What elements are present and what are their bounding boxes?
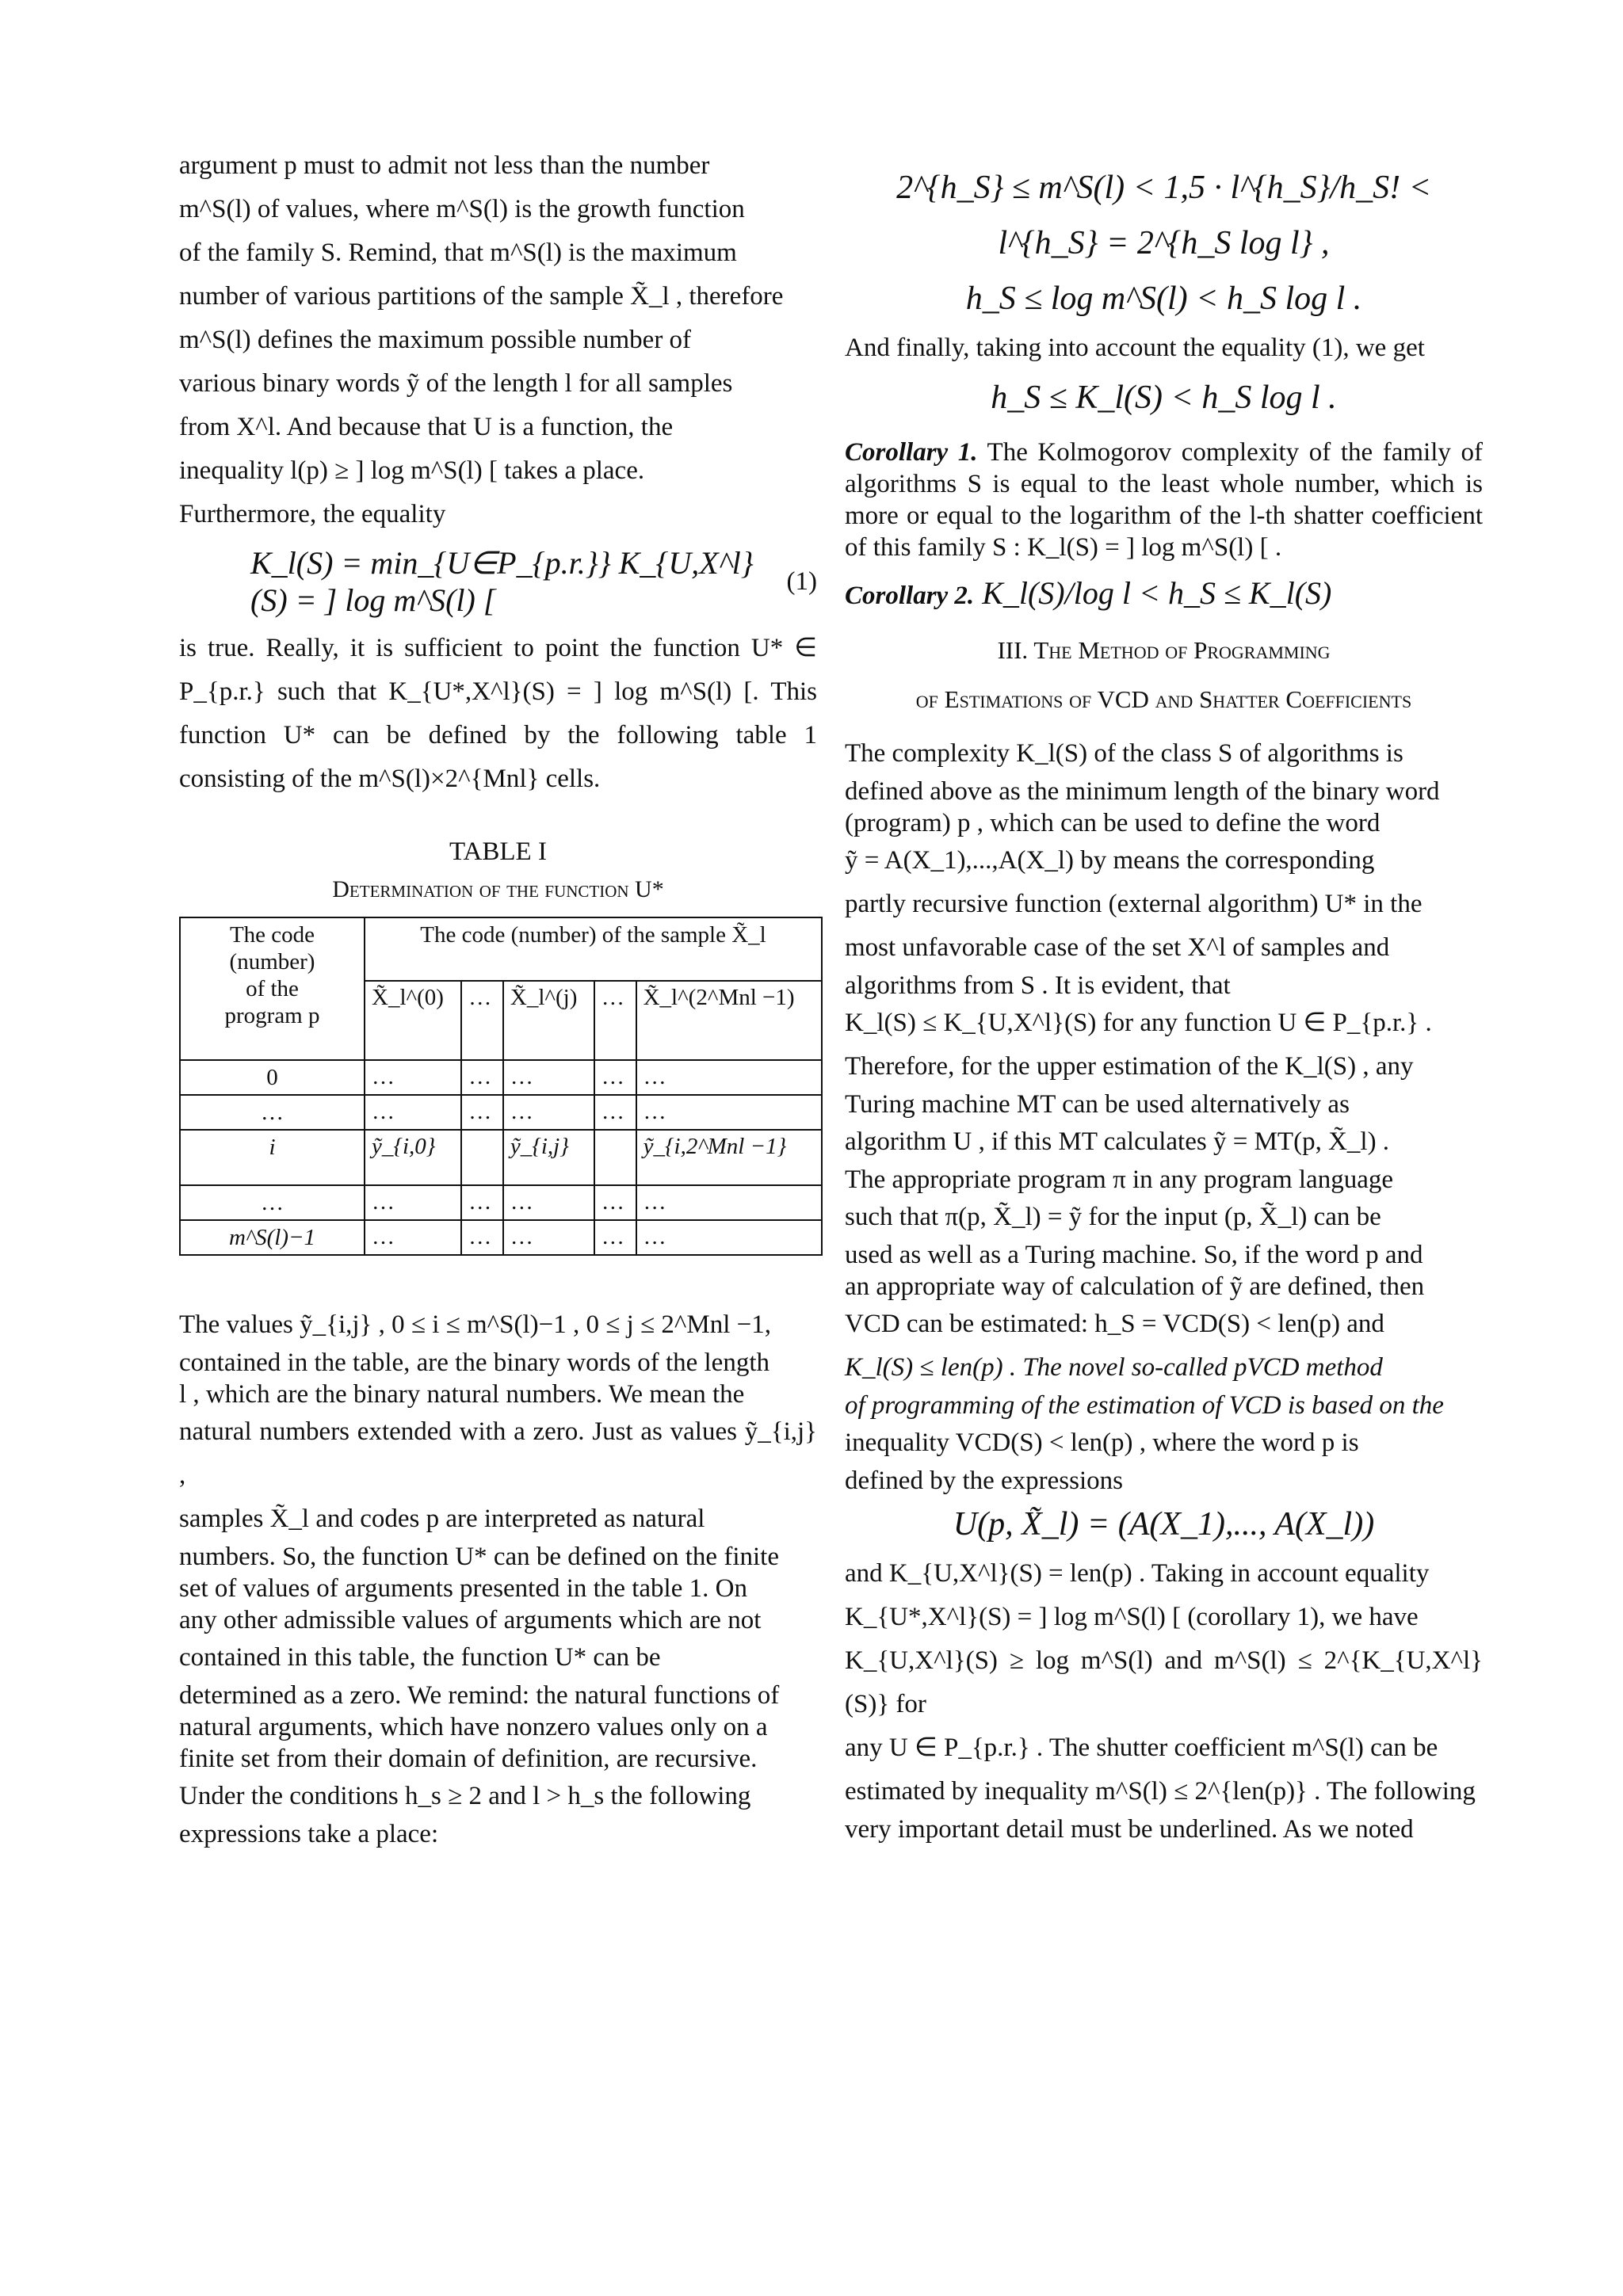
text-line: K_l(S) ≤ K_{U,X^l}(S) for any function U ∈ P_{p.r.} .: [845, 1009, 1432, 1037]
table-row: [180, 1130, 822, 1185]
sample-col-header: X̃_l^(0): [365, 981, 461, 1060]
corollary-1-label: Corollary 1.: [845, 438, 978, 467]
table-cell: ỹ_{i,0}: [365, 1130, 461, 1185]
final-paragraph: [845, 1552, 1483, 1845]
text-line: Under the conditions h_s ≥ 2 and l > h_s the following: [179, 1782, 751, 1810]
sample-col-header: X̃_l^(j): [503, 981, 594, 1060]
table-cell: …: [461, 1220, 503, 1255]
sample-col-header: …: [461, 981, 503, 1060]
text-line: set of values of arguments presented in the table 1. On: [179, 1574, 747, 1603]
table-cell: …: [594, 1095, 636, 1130]
table-cell: …: [636, 1060, 822, 1095]
text-line: (program) p , which can be used to define the word: [845, 809, 1381, 837]
text-line: contained in this table, the function U* can be: [179, 1643, 661, 1672]
table-cell: …: [503, 1220, 594, 1255]
text-line: algorithm U , if this MT calculates ỹ = MT(p, X̃_l) .: [845, 1127, 1390, 1156]
text-line: contained in the table, are the binary words of the length: [179, 1348, 769, 1377]
right-column: [845, 144, 1483, 1845]
text-line: inequality VCD(S) < len(p) , where the word p is: [845, 1428, 1359, 1457]
intro-paragraph: [179, 144, 817, 536]
text-line: any other admissible values of arguments which are not: [179, 1606, 762, 1634]
table-cell: …: [461, 1095, 503, 1130]
formula-growth-bounds: 2^{h_S} ≤ m^S(l) < 1,5 · l^{h_S}/h_S! < l^{h_S} = 2^{h_S log l} ,: [896, 170, 1431, 261]
text-line: K_{U*,X^l}(S) = ] log m^S(l) [ (corollary 1), we have: [845, 1603, 1419, 1631]
table-cell: i: [180, 1130, 365, 1185]
table-cell: …: [180, 1095, 365, 1130]
table-title: TABLE I: [449, 837, 547, 866]
text-line: K_{U,X^l}(S) ≥ log m^S(l) and m^S(l) ≤ 2^{K_{U,X^l}(S)} for: [845, 1646, 1483, 1718]
corollary-2-label: Corollary 2.: [845, 582, 975, 610]
table-cell: …: [636, 1185, 822, 1220]
table-cell: …: [461, 1060, 503, 1095]
text-line: ỹ = A(X_1),...,A(X_l) by means the corresponding: [845, 846, 1375, 875]
text-line: The appropriate program π in any program language: [845, 1165, 1393, 1194]
text-line: very important detail must be underlined. As we noted: [845, 1815, 1414, 1844]
equation-1: [179, 544, 817, 619]
table-row: [180, 1095, 822, 1130]
table-cell: …: [180, 1185, 365, 1220]
table-cell: [461, 1130, 503, 1185]
text-line: l , which are the binary natural numbers. We mean the: [179, 1380, 745, 1409]
text-line: And finally, taking into account the equality (1), we get: [845, 334, 1425, 362]
table-cell: …: [365, 1060, 461, 1095]
corollary-1: [845, 437, 1483, 563]
left-column: [179, 144, 817, 1850]
table-cell: …: [503, 1095, 594, 1130]
sample-col-header: …: [594, 981, 636, 1060]
after-table-paragraph: [179, 1303, 817, 1850]
formula-log-bounds: h_S ≤ log m^S(l) < h_S log l .: [965, 280, 1362, 317]
text-line: Therefore, for the upper estimation of the K_l(S) , any: [845, 1052, 1414, 1081]
table-cell: 0: [180, 1060, 365, 1095]
text-line: natural arguments, which have nonzero values only on a: [179, 1713, 768, 1741]
table-cell: …: [365, 1185, 461, 1220]
table-cell: …: [636, 1095, 822, 1130]
text-line: The complexity K_l(S) of the class S of algorithms is: [845, 739, 1403, 768]
sample-col-header: X̃_l^(2^Mnl −1): [636, 981, 822, 1060]
table-1: [179, 917, 823, 1256]
table-row: [180, 1220, 822, 1255]
table-cell: …: [503, 1185, 594, 1220]
text-line: algorithms from S . It is evident, that: [845, 971, 1231, 1000]
text-line: of the family S. Remind, that m^S(l) is the maximum: [179, 238, 737, 267]
text-line: m^S(l) of values, where m^S(l) is the growth function: [179, 195, 745, 223]
table-cell: …: [636, 1220, 822, 1255]
text-line: finite set from their domain of definition, are recursive.: [179, 1745, 758, 1773]
table-cell: ỹ_{i,j}: [503, 1130, 594, 1185]
table-corner-cell: [180, 917, 365, 1060]
text-line: Furthermore, the equality: [179, 500, 446, 528]
text-line: inequality l(p) ≥ ] log m^S(l) [ takes a place.: [179, 456, 645, 485]
sample-header: The code (number) of the sample X̃_l: [365, 917, 822, 981]
table-cell: ỹ_{i,2^Mnl −1}: [636, 1130, 822, 1185]
table-cell: …: [594, 1220, 636, 1255]
formula-program-definition: U(p, X̃_l) = (A(X_1),..., A(X_l)): [953, 1506, 1375, 1543]
equation-1-body: K_l(S) = min_{U∈P_{p.r.}} K_{U,X^l}(S) = ] log m^S(l) [: [250, 545, 754, 618]
table-row: [180, 1185, 822, 1220]
text-line: defined by the expressions: [845, 1466, 1123, 1495]
text-line: The values ỹ_{i,j} , 0 ≤ i ≤ m^S(l)−1 , 0 ≤ j ≤ 2^Mnl −1,: [179, 1310, 772, 1339]
text-line: of programming of the estimation of VCD is based on the: [845, 1391, 1444, 1420]
text-line: K_l(S) ≤ len(p) . The novel so-called pVCD method: [845, 1353, 1383, 1382]
text-line: used as well as a Turing machine. So, if the word p and: [845, 1241, 1423, 1269]
text-line: defined above as the minimum length of the binary word: [845, 777, 1440, 806]
table-cell: …: [594, 1185, 636, 1220]
text-line: partly recursive function (external algorithm) U* in the: [845, 890, 1423, 918]
corollary-1-text: The Kolmogorov complexity of the family of algorithms S is equal to the least whole number, which is more or equal to the logarithm of the l-th shatter coefficient of this family S : K_l(S) = ] log m^S(l) [ .: [845, 438, 1483, 562]
table-cell: m^S(l)−1: [180, 1220, 365, 1255]
text-line: various binary words ỹ of the length l for all samples: [179, 369, 733, 398]
corner-line: The code: [229, 922, 315, 948]
text-line: natural numbers extended with a zero. Just as values ỹ_{i,j} ,: [179, 1417, 817, 1489]
text-line: determined as a zero. We remind: the natural functions of: [179, 1681, 780, 1710]
text-line: from X^l. And because that U is a function, the: [179, 413, 674, 441]
table-cell: …: [461, 1185, 503, 1220]
text-line: expressions take a place:: [179, 1820, 439, 1848]
table-subtitle: Determination of the function U*: [332, 876, 664, 902]
text-line: an appropriate way of calculation of ỹ are defined, then: [845, 1272, 1425, 1301]
corner-line: program p: [224, 1003, 320, 1028]
text-line: argument p must to admit not less than the number: [179, 151, 710, 180]
table-cell: …: [365, 1220, 461, 1255]
method-paragraph: [845, 732, 1483, 1497]
section-heading: of Estimations of VCD and Shatter Coefficients: [915, 685, 1412, 713]
section-heading: III. The Method of Programming: [997, 636, 1331, 664]
text-line: Turing machine MT can be used alternatively as: [845, 1090, 1350, 1119]
corner-line: (number): [229, 949, 315, 974]
text-line: most unfavorable case of the set X^l of samples and: [845, 933, 1390, 962]
table-row: [180, 1060, 822, 1095]
formula-complexity-bounds: h_S ≤ K_l(S) < h_S log l .: [991, 379, 1337, 416]
corollary-2-text: K_l(S)/log l < h_S ≤ K_l(S): [974, 575, 1332, 611]
text-line: and K_{U,X^l}(S) = len(p) . Taking in account equality: [845, 1559, 1430, 1588]
text-line: samples X̃_l and codes p are interpreted as natural: [179, 1505, 705, 1533]
table-cell: [594, 1130, 636, 1185]
text-line: m^S(l) defines the maximum possible number of: [179, 326, 692, 354]
text-line: numbers. So, the function U* can be defined on the finite: [179, 1543, 779, 1571]
corollary-2: [845, 571, 1483, 618]
text-line: estimated by inequality m^S(l) ≤ 2^{len(p)} . The following: [845, 1777, 1476, 1806]
after-eq1-paragraph: is true. Really, it is sufficient to point the function U* ∈ P_{p.r.} such that K_{U*,X^l}(S) = ] log m^S(l) [. This function U* can be defined by the following table 1 consisting of the m^S(l)×2^{Mnl} cells.: [179, 634, 817, 793]
table-cell: …: [594, 1060, 636, 1095]
equation-1-number: (1): [786, 566, 817, 596]
text-line: such that π(p, X̃_l) = ỹ for the input (p, X̃_l) can be: [845, 1203, 1381, 1231]
text-line: VCD can be estimated: h_S = VCD(S) < len(p) and: [845, 1310, 1384, 1338]
text-line: any U ∈ P_{p.r.} . The shutter coefficient m^S(l) can be: [845, 1733, 1438, 1762]
corner-line: of the: [246, 976, 299, 1001]
table-cell: …: [503, 1060, 594, 1095]
table-cell: …: [365, 1095, 461, 1130]
text-line: number of various partitions of the sample X̃_l , therefore: [179, 282, 784, 311]
